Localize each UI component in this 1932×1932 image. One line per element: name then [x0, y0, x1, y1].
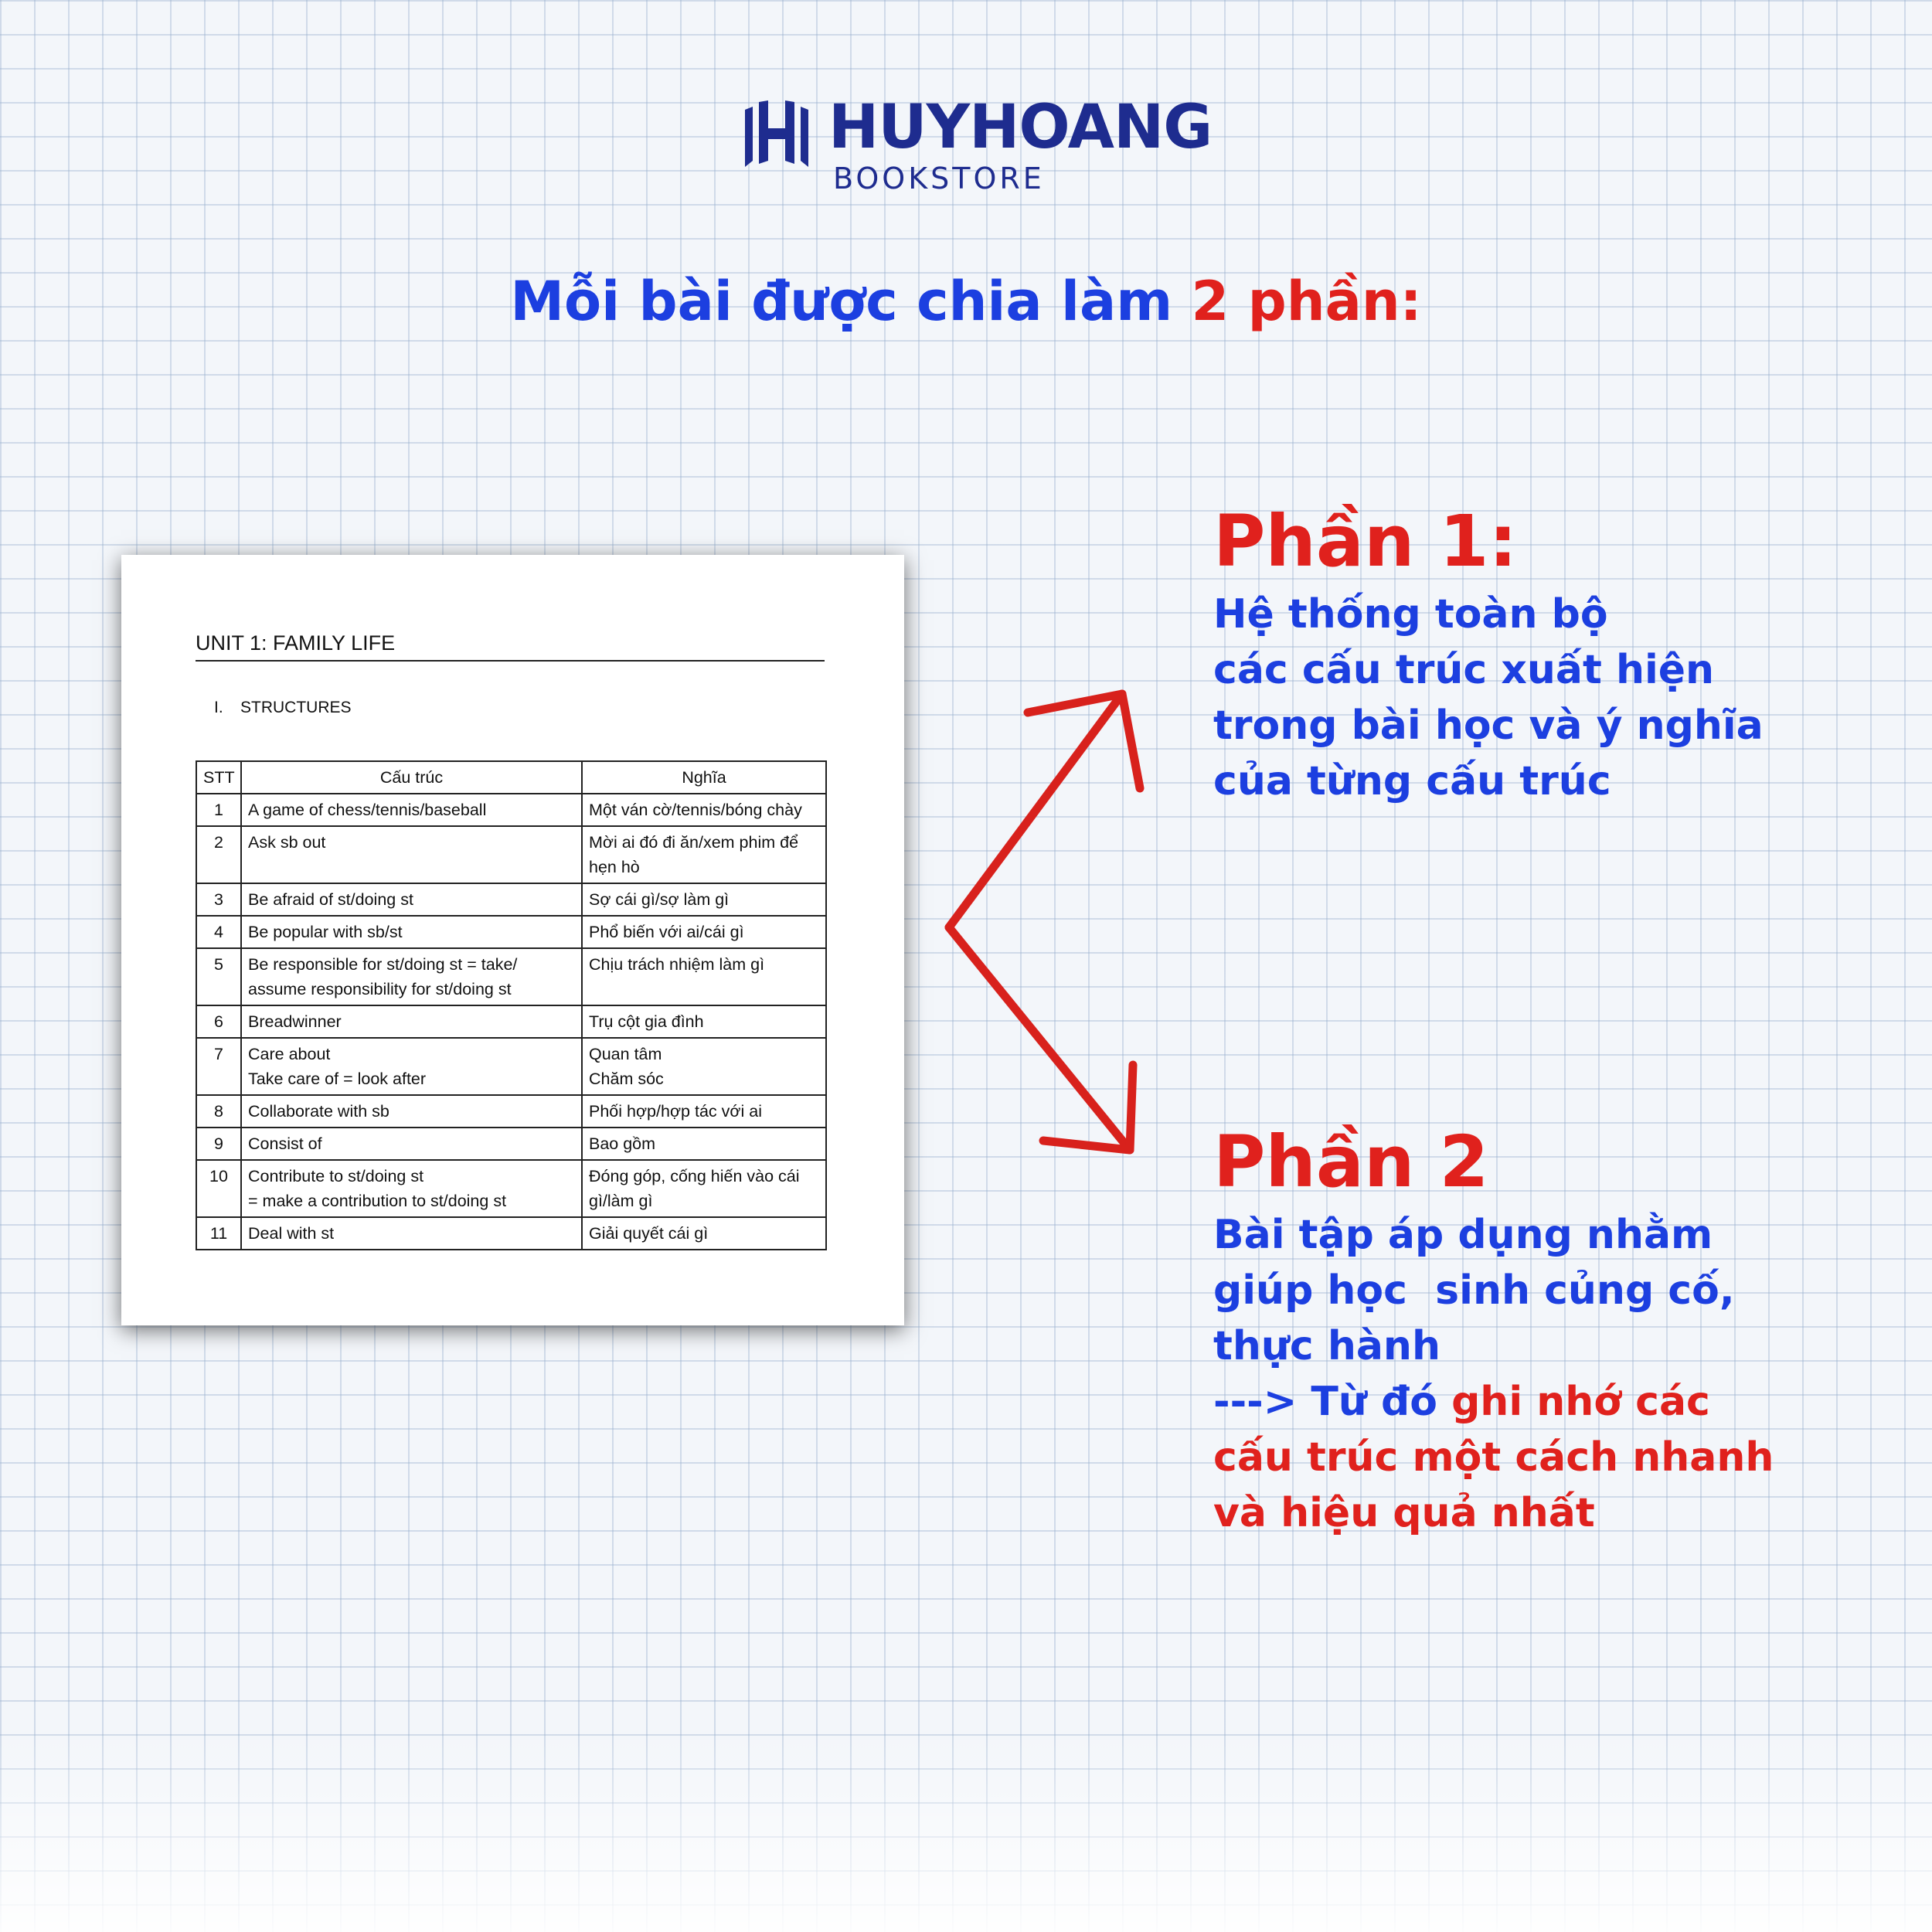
- row-structure-text: Take care of = look after: [248, 1070, 427, 1088]
- part-1-line: các cấu trúc xuất hiện: [1213, 647, 1715, 693]
- part-2-title: Phần 2: [1213, 1121, 1489, 1203]
- header-structure: Cấu trúc: [241, 761, 582, 794]
- part-1-body: [1213, 587, 1764, 809]
- row-meaning-text: Trụ cột gia đình: [589, 1012, 704, 1031]
- section-number: I.: [214, 699, 223, 716]
- row-stt: 7: [196, 1038, 241, 1095]
- row-meaning-text: Mời ai đó đi ăn/xem phim để hẹn hò: [589, 833, 799, 876]
- row-structure-text: Deal with st: [248, 1224, 335, 1243]
- row-structure-text: Ask sb out: [248, 833, 326, 852]
- header-stt: STT: [196, 761, 241, 794]
- row-meaning-text: Chăm sóc: [589, 1070, 664, 1088]
- row-structure-text: Collaborate with sb: [248, 1102, 389, 1121]
- row-structure-text: Be afraid of st/doing st: [248, 890, 413, 909]
- row-meaning-text: Bao gồm: [589, 1134, 656, 1153]
- headline-number: 2: [1191, 270, 1230, 333]
- row-meaning-text: Chịu trách nhiệm làm gì: [589, 955, 765, 974]
- conclusion-highlight: và hiệu quả nhất: [1213, 1490, 1595, 1536]
- row-meaning-text: Giải quyết cái gì: [589, 1224, 709, 1243]
- row-structure-text: A game of chess/tennis/baseball: [248, 801, 487, 819]
- row-structure-text: Breadwinner: [248, 1012, 342, 1031]
- row-stt: 5: [196, 948, 241, 1005]
- part-2-block: [1213, 1121, 1774, 1541]
- row-meaning-text: Đóng góp, cống hiến vào cái gì/làm gì: [589, 1167, 800, 1210]
- row-meaning-text: Một ván cờ/tennis/bóng chày: [589, 801, 802, 819]
- row-stt: 1: [196, 794, 241, 826]
- part-1-title: Phần 1:: [1213, 500, 1518, 583]
- brand-name: HUYHOANG: [828, 93, 1213, 162]
- row-structure-text: Care about: [248, 1045, 331, 1063]
- header-meaning: Nghĩa: [582, 761, 826, 794]
- part-1-line: Hệ thống toàn bộ: [1213, 591, 1608, 638]
- brand-subtitle: BOOKSTORE: [833, 162, 1045, 196]
- row-stt: 9: [196, 1128, 241, 1160]
- headline-text-2: phần:: [1229, 270, 1422, 333]
- row-stt: 3: [196, 883, 241, 916]
- part-2-line: giúp học sinh củng cố,: [1213, 1267, 1735, 1314]
- row-meaning-text: Sợ cái gì/sợ làm gì: [589, 890, 730, 909]
- arrow-up-icon: [949, 694, 1122, 927]
- part-1-line: trong bài học và ý nghĩa: [1213, 702, 1764, 749]
- conclusion-prefix: ---> Từ đó: [1213, 1379, 1452, 1425]
- row-structure-text: Contribute to st/doing st: [248, 1167, 424, 1185]
- row-meaning-text: Phổ biến với ai/cái gì: [589, 923, 744, 941]
- conclusion-highlight: ghi nhớ các: [1451, 1379, 1710, 1425]
- row-stt: 11: [196, 1217, 241, 1250]
- row-stt: 2: [196, 826, 241, 883]
- row-stt: 10: [196, 1160, 241, 1217]
- row-meaning-text: Phối hợp/hợp tác với ai: [589, 1102, 762, 1121]
- part-2-body: [1213, 1207, 1774, 1541]
- row-structure-text: Be responsible for st/doing st = take/ assume responsibility for st/doing st: [248, 955, 518, 998]
- row-stt: 6: [196, 1005, 241, 1038]
- row-meaning-text: Quan tâm: [589, 1045, 662, 1063]
- part-1-block: [1213, 500, 1764, 809]
- arrow-down-icon: [949, 927, 1130, 1150]
- row-structure-text: Consist of: [248, 1134, 322, 1153]
- document-title: UNIT 1: FAMILY LIFE: [196, 629, 825, 662]
- row-stt: 8: [196, 1095, 241, 1128]
- row-structure-text: = make a contribution to st/doing st: [248, 1192, 507, 1210]
- part-2-line: thực hành: [1213, 1323, 1440, 1369]
- part-2-conclusion-line: [1213, 1374, 1774, 1430]
- row-stt: 4: [196, 916, 241, 948]
- headline-text-1: Mỗi bài được chia làm: [510, 270, 1192, 333]
- part-2-line: Bài tập áp dụng nhằm: [1213, 1212, 1713, 1258]
- conclusion-highlight: cấu trúc một cách nhanh: [1213, 1434, 1774, 1481]
- section-title: STRUCTURES: [240, 699, 352, 716]
- part-1-line: của từng cấu trúc: [1213, 758, 1611, 804]
- row-structure-text: Be popular with sb/st: [248, 923, 403, 941]
